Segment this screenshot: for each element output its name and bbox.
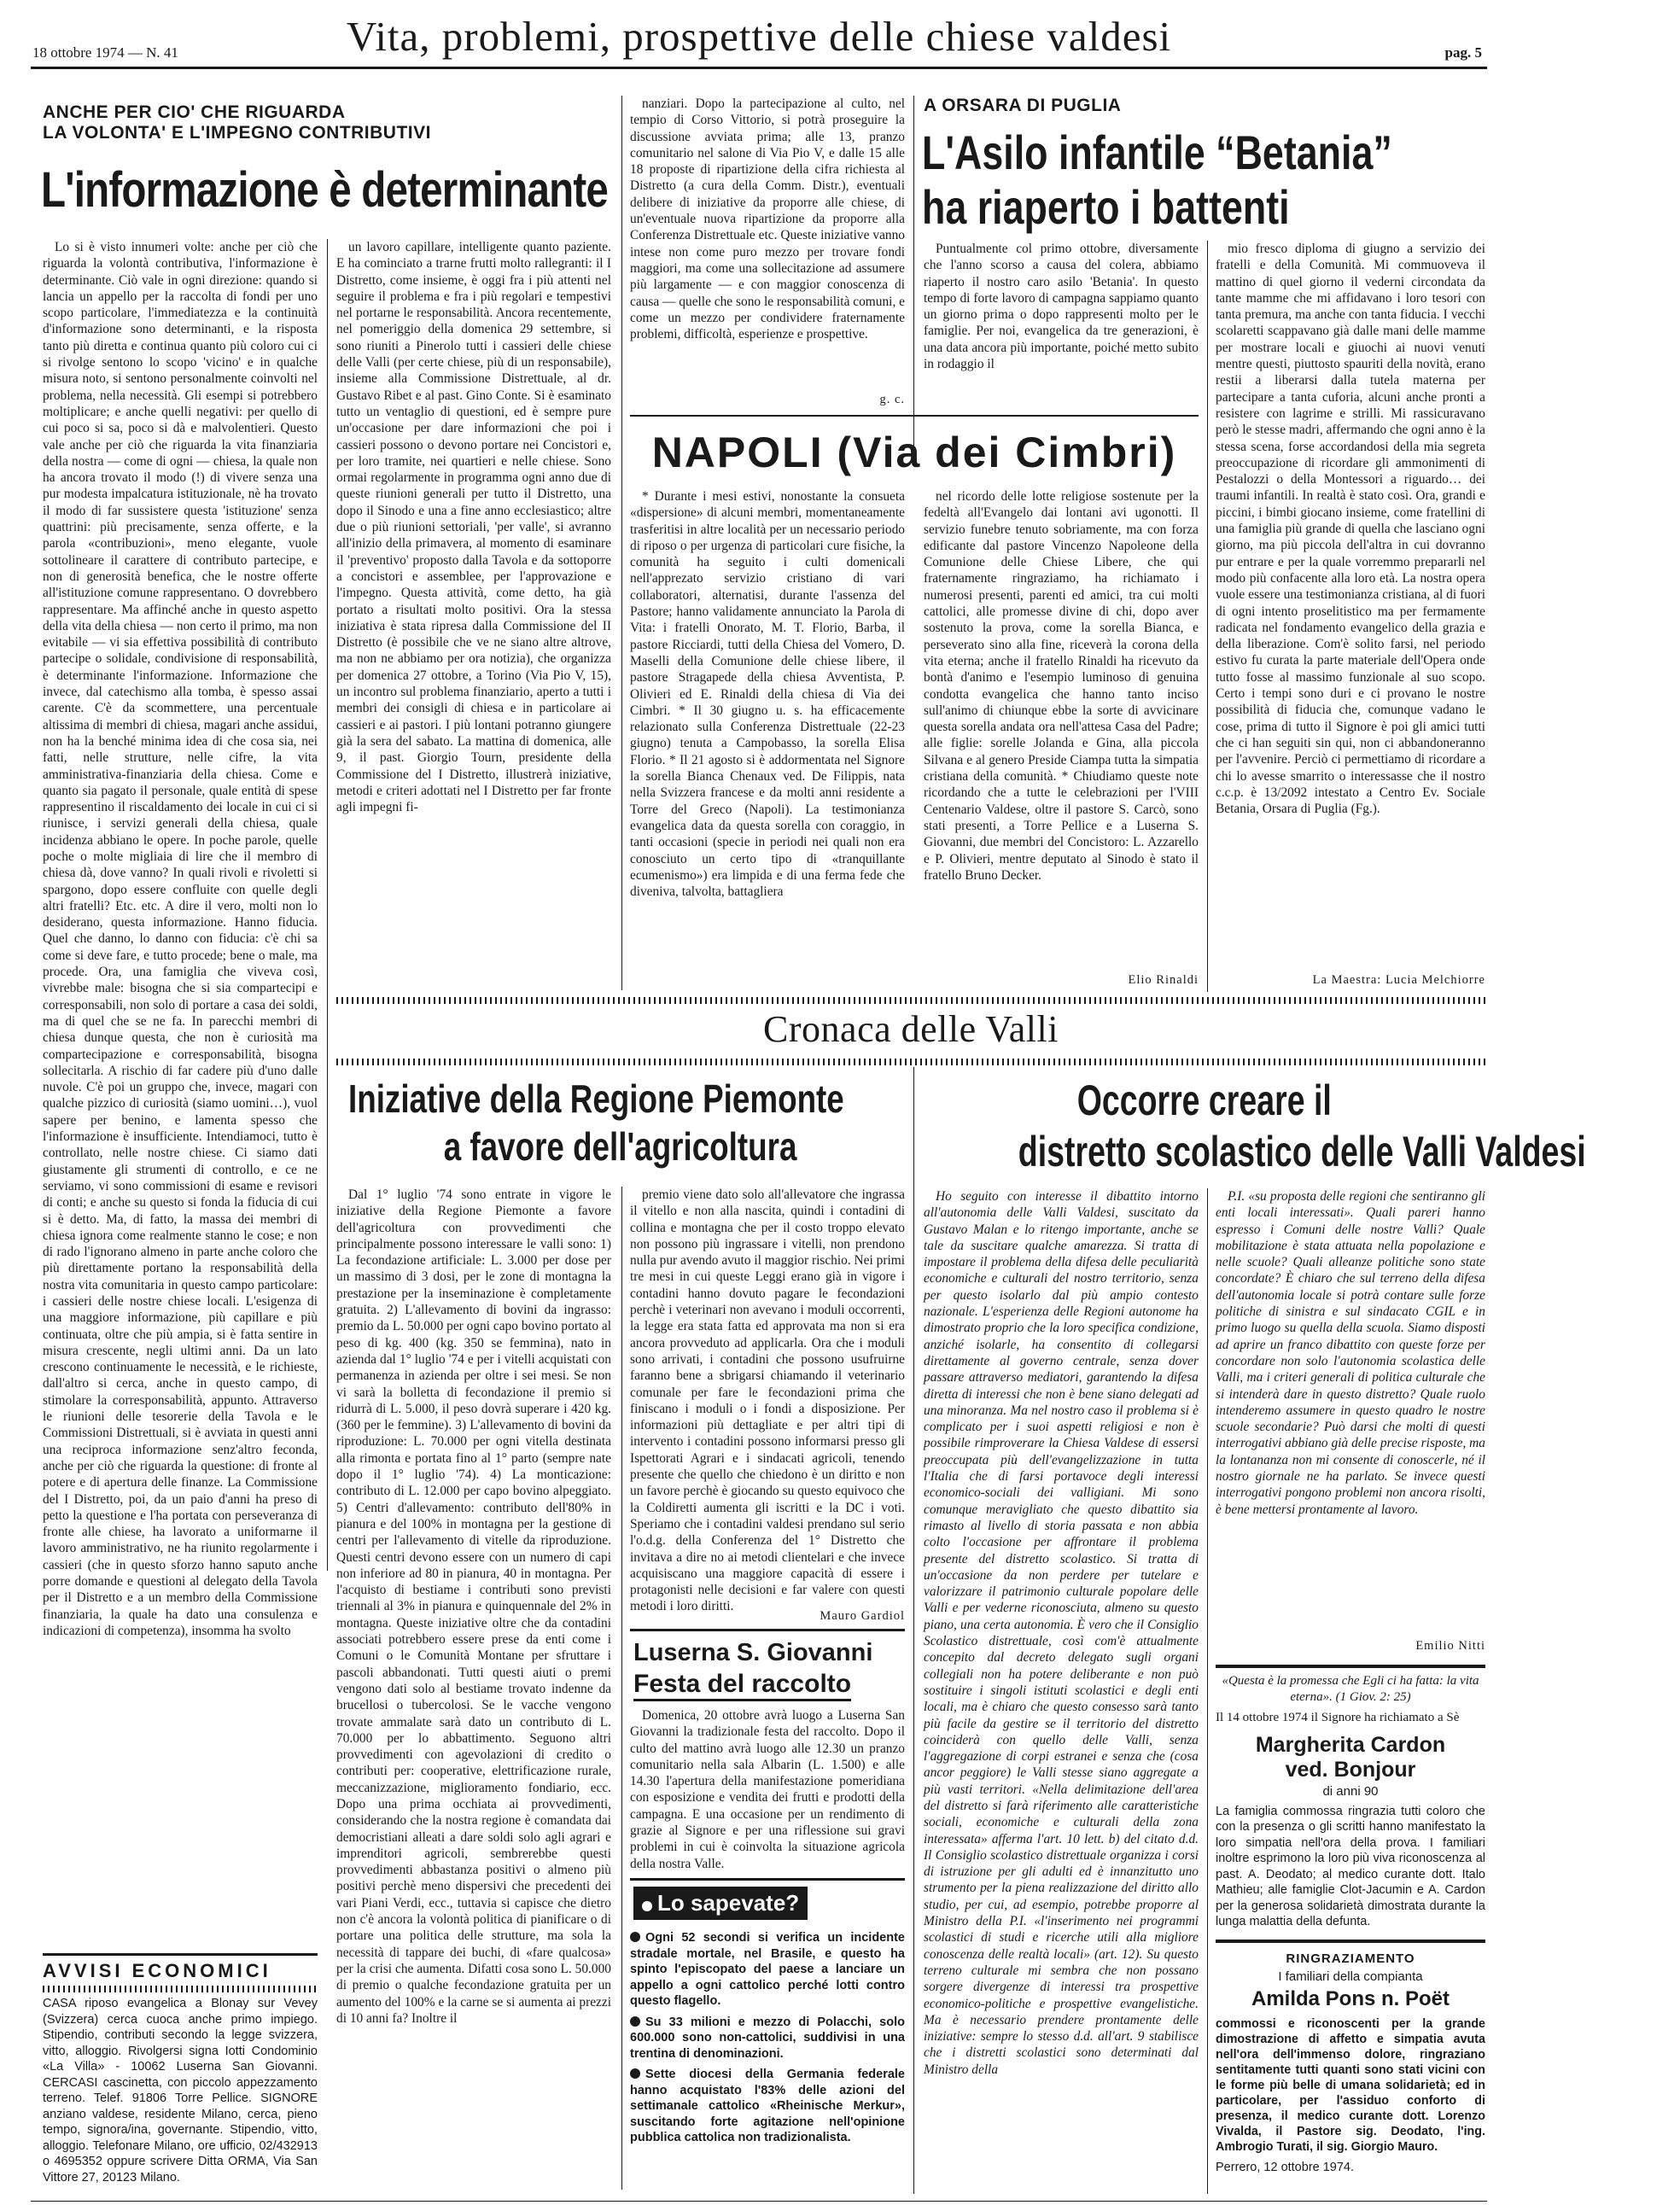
luserna-headline-line1: Luserna S. Giovanni [633,1639,873,1666]
cardon-age: di anni 90 [1322,1783,1379,1799]
orsara-col1-text: Puntualmente col primo ottobre, diversamente che l'anno scorso a causa del colera, abbiamo riaperto il nostro caro asilo 'Betania'. In questo tempo di forte lavoro di campagna sappiamo quanto un giorno prima o dopo rappresenti molto per le famiglie. Per noi, evangelica da tre generazioni, è una data ancora più importante, poiché metto subito in rodaggio il [924,242,1199,372]
art1-col1 [43,239,318,1660]
sapevate-item: Sette diocesi della Germania federale hanno acquistato l'83% delle azioni del settimanale cattolico «Rheinische Merkur», suscitando forte agitazione nell'opinione pubblica cattolica non tradizionalista. [630,2068,905,2144]
bottom-rule [31,2201,1487,2202]
cardon-notice [1216,1673,1485,1930]
orsara-col2-text: mio fresco diploma di giugno a servizio dei fratelli e della Comunità. Mi commuoveva il mattino di quel giorno il vederni circondata da tante mamme che mi affidavano i loro tesori con tanta premura, ma anche con tanta fiducia. I vecchi scolaretti scappavano già dalle mani delle mamme per mostrare locali e giuochi ai nuovi venuti mentre questi, piuttosto spauriti della novità, erano restii a liberarsi dalla tutela materna per partecipare a tanta cuforia, alcuni anche pronti a resistere con lagrime e strilli. Mi rassicuravano però le stesse madri, affermando che ogni anno è la stessa scena, forse accordandosi della mia segreta preoccupazione di ricordare gli ammonimenti di Pestalozzi o della Montessori a riguardo… dei traumi infantili. In realtà è stato così. Ora, grandi e piccini, i bimbi giocano insieme, come fratellini di una famiglia più grande di quella che lasciano ogni giorno, ma più piccola dell'altra in cui dovranno pur entrare e per la quale vorremmo prepararli nel modo più confacente alla loro età. La nostra opera vuole essere una testimonianza cristiana, al di fuori di ogni intento proselitistico ma per fermamente radicata nel fondamento evangelico della grazia e della liberazione. Com'è solito farsi, nel periodo estivo fu curata la parte materiale dell'Opera onde tutto fosse al massimo funzionale al suo scopo. Certo i tempi sono duri e ci provano le nostre possibilità di fiducia che, comunque vadano le cose, prima di tutto il Signore è poi gli amici tutti che ci han seguiti sin qui, non ci abbandoneranno per l'avvenire. Perciò ci permettiamo di ricordare a chi lo avesse smarrito o interessasse che il nostro c.c.p. è 13/2092 intestato a Centro Ev. Sociale Betania, Orsara di Puglia (Fg.). [1216,242,1485,817]
pons-date: Perrero, 12 ottobre 1974. [1216,2161,1355,2174]
luserna-text [630,1707,905,1870]
piemonte-col2-text: premio viene dato solo all'allevatore che ingrassa il vitello e non alla nascita, quindi i contadini di collina e montagna che per il costo troppo elevato non possono più ingrassare i vitelli, non prendono nulla pur avendo avuto il maggior rischio. Nei primi tre mesi in cui queste Leggi erano già in vigore i contadini hanno dovuto pagare le fecondazioni perchè i veterinari non avevano i moduli occorrenti, la legge era stata fatta ed approvata ma non si era ancora provveduto ad applicarla. Ora che i moduli sono arrivati, i contadini che possono usufruirne faranno bene a sbrigarsi chiamando il veterinario comunale per fare le fecondazioni prima che finiscano i moduli o i fondi a disposizione. Per informazioni più dettagliate e per altri tipi di intervento i contadini possono informarsi presso gli Ispettorati Agrari e i sindacati agricoli, tenendo presente che quello che chiedono è un diritto e non un favore perchè è giocando su questo equivoco che la Coldiretti aumenta gli iscritti e la DC i voti. Speriamo che i contadini valdesi prendano sul serio l'o.d.g. della Conferenza del 1° Distretto che invitava a dire no ai metodi clientelari e che invece acquisiscano una maggiore capacità di essere i protagonisti nelle decisioni e far valere con questi metodi i loro diritti. [630,1187,905,1614]
distretto-col1 [924,1188,1199,2194]
orsara-headline-line1: L'Asilo infantile “Betania” [922,125,1392,179]
hatch-rule [336,1059,1485,1065]
page-number: pag. 5 [1444,44,1482,61]
column-rule [1207,1188,1208,2194]
sapevate-item: Ogni 52 secondi si verifica un incidente stradale mortale, nel Brasile, e questo ha spinto l'episcopato del paese a lanciare un appello a ogni cattolico perché lotti contro questo flagello. [630,1931,905,2008]
distretto-signature: Emilio Nitti [1415,1639,1485,1653]
section-rule [43,1953,318,1956]
art1-col3 [630,96,905,394]
distretto-headline-line1: Occorre creare il [1076,1076,1333,1124]
column-rule [621,1187,622,2190]
napoli-headline: NAPOLI (Via dei Cimbri) [651,429,1177,476]
orsara-signature: La Maestra: Lucia Melchiorre [1312,973,1485,987]
orsara-headline-line2: ha riaperto i battenti [922,180,1290,234]
art1-col1-text: Lo si è visto innumeri volte: anche per ciò che riguarda la volontà contributiva, l'informazione è determinante. Ciò vale in ogni direzione: quando si lancia un appello per la raccolta di fondi per uno scopo particolare, l'immediatezza e la continuità d'informazione sono determinanti, e la risposta tanto più diretta e continua quanto più coloro cui ci si rivolge sentono lo scopo 'vicino' e in qualche misura noto, si sentono personalmente coinvolti nel problema, nella necessità. Gli esempi si potrebbero moltiplicare; e anche quelli negativi: per quello di cui poco si sa, poco si dà e malvolentieri. Questo vale anche per ciò che riguarda la vita finanziaria della nostra — come di ogni — chiesa, la quale non ha ancora trovato il modo (!) di vivere senza una pur modesta impalcatura istituzionale, nè ha trovato il modo di far sussistere questa 'istituzione' senza quattrini: più precisamente, senza offerte, e la parola «contribuzioni», meno elegante, vuole sottolineare il carattere di contributo partecipe, e non di generosità benefica, che le nostre offerte all'istituzione comune rappresentano. O dovrebbero rappresentare. Ma affinché anche in questo aspetto della vita della chiesa — non certo il primo, ma non evitabile — vi sia effettiva possibilità di contributo partecipe o solidale, condivisione di responsabilità, è determinante l'informazione. Informazione che invece, dal catechismo alla tomba, è spesso assai carente. C'è da scommettere, una percentuale altissima di membri di chiesa, magari anche assidui, non ha la benché minima idea di che cosa sia, nei fatti, nelle strutture, nelle cifre, la vita amministrativa-finanziaria della chiesa. Come e quanto sia pagato il personale, quale entità di spese rappresentino il riscaldamento dei locale in cui ci si riunisce, i servizi generali della chiesa, quale incidenza abbiano le opere. In poche parole, quelle poche o molte migliaia di lire che il membro di chiesa dà, dove vanno? In quali rivoli e rivoletti si spargono, dopo essere confluite con quelle degli altri fratelli? Etc. etc. A dire il vero, molti non lo desiderano, questa informazione. Hanno fiducia. Quel che danno, lo danno con fiducia: c'è chi sa come si deve fare, e tutto procede; bene o male, ma procede. Ora, una famiglia che viveva così, vivrebbe male: bisogna che si sia compartecipi e corresponsabili, non solo di portare a casa dei soldi, ma di quel che se ne fa. In parecchi membri di chiesa dunque questa, che non è curiosità ma compartecipazione e corresponsabilità, bisogna sollecitarla. A rischio di far cadere più d'uno dalle nuvole. C'è poi un gruppo che, invece, magari con qualche pizzico di curiosità (siamo uomini…), vuol sapere per benino, e lamenta spesso che l'informazione è insufficiente. Intendiamoci, tutto è controllato, nelle nostre chiese. Ci siamo dati giustamente gli strumenti di controllo, e ce ne serviamo, vi sono commissioni di esame e revisori di conti; e anche su questo si fonda la fiducia di cui si è detto. Ma, di fatto, la massa dei membri di chiesa ignora come realmente stanno le cose; e non di rado l'ignorano almeno in parte anche coloro che più direttamente portano la responsabilità della nostra vita comunitaria in questo campo particolare: i cassieri delle nostre chiese locali. L'esigenza di una maggiore informazione, più capillare e più continuata, oltre che più ampia, si è fatta sentire in misura crescente, negli ultimi anni. Da un lato crescono continuamente le necessità, e le richieste, dall'altro si cerca, anche in questo campo, di stimolare la corresponsabilità, appunto. Attraverso le riunioni delle tesorerie della Tavola e le Commissioni Distrettuali, si è avviata in questi anni una reciproca informazione senz'altro feconda, anche per ciò che riguarda la questione: di fronte al potere e di apertura delle finanze. La Commissione del I Distretto, poi, da un paio d'anni ha preso di petto la questione e l'ha portata con perseveranza di fronte alle chiese, ha lavorato a uniformarne il lavoro amministrativo, ne ha riunito regolarmente i cassieri (che in questo sforzo hanno saputo anche porre domande e questioni al delegato della Tavola per il Distretto e a un membro della Commissione finanziaria, la quale ha dato una consulenza e indicazioni di competenza), insomma ha svolto [43,240,318,1638]
column-rule [913,1067,914,2194]
sapevate-item: Su 33 milioni e mezzo di Polacchi, solo 600.000 sono non-cattolici, suddivisi in una trentina di denominazioni. [630,2015,905,2061]
piemonte-headline-line2-wrap [336,1123,905,1170]
section-rule [1216,1940,1485,1943]
section-rule [1216,1665,1485,1668]
issue-date: 18 ottobre 1974 — N. 41 [32,44,178,61]
column-rule [1207,241,1208,992]
art1-headline: L'informazione è determinante [41,162,609,218]
section-rule [630,1878,905,1881]
pons-notice [1216,1951,1485,2176]
art1-kicker [43,102,606,143]
cardon-name-line2: ved. Bonjour [1285,1757,1416,1782]
art1-signature: g. c. [879,393,905,406]
orsara-col2 [1216,241,1485,966]
avvisi-text: CASA riposo evangelica a Blonay sur Vevey (Svizzera) cerca cuoca anche primo impiego. Stipendio, contributi secondo la legge svizzera, vitto, alloggio. Rivolgersi signa Iotti Condominio «La Villa» - 10062 Luserna San Giovanni. CERCASI cascinetta, con piccolo appezzamento terreno. Telef. 91806 Torre Pellice. SIGNORE anziano valdese, residente Milano, cerca, pieno tempo, signora/ina, governante. Stipendio, vitto, alloggio. Telefonare Milano, ore ufficio, 02/432913 o 4695352 oppure scrivere Ditta ORMA, Via San Vittore 27, 20123 Milano. [43,1997,318,2185]
piemonte-signature: Mauro Gardiol [820,1609,905,1623]
cronaca-section-title: Cronaca delle Valli [763,1008,1059,1050]
column-rule [621,96,622,990]
page-title: Vita, problemi, prospettive delle chiese valdesi [346,13,1172,60]
distretto-col2 [1216,1188,1485,1632]
napoli-col1-text: * Durante i mesi estivi, nonostante la consueta «dispersione» di alcuni membri, momentaneamente trasferitisi in altre località per un necessario periodo di riposo o per urgenza di particolari cure fisiche, la comunità ha seguito i culti domenicali nell'apprezato servizio cristiano di vari collaboratori, alternatisi, durante l'assenza del Pastore; hanno validamente annunciato la Parola di Vita: i fratelli Onorato, M. T. Florio, Barba, il pastore Ricciardi, tutti della Chiesa del Vomero, D. Maselli della Comunione delle chiese libere, il pastore Stragapede della chiesa Avventista, P. Olivieri ed E. Rinaldi della chiesa di Via dei Cimbri. * Il 30 giugno u. s. ha efficacemente relazionato sulla Conferenza Distrettuale (22-23 giugno) tenuta a Campobasso, la sorella Elisa Florio. * Il 21 agosto si è addormentata nel Signore la sorella Bianca Chenaux ved. De Filippis, nata nella Svizzera francese e da molti anni residente a Torre del Greco (Napoli). La testimonianza evangelica data da questa sorella con coraggio, in tanti occasioni (specie in periodi nei quali non era conosciuto un certo tipo di «tranquillante ecumenismo») era limpida e di una ferma fede che diveniva, talvolta, battagliera [630,489,905,900]
piemonte-headline-line2: a favore dell'agricoltura [444,1124,797,1169]
art1-col3-text: nanziari. Dopo la partecipazione al culto, nel tempio di Corso Vittorio, si potrà proseguire la discussione avviata prima; alle 13, pranzo comunitario nel salone di Via Pio V, e dalle 15 alle 18 proposte di ripartizione della cifra richiesta al Distretto (a cura della Comm. Distr.), eventuali delibere di iniziative da proporre alle chiese, di un'eventuale nuova ripartizione da proporre alla Conferenza Distrettuale etc. Queste iniziative vanno intese non come puro mezzo per trovare fondi maggiori, ma come una sollecitazione ad assumere più largamente — e con maggior conoscenza di causa — quelle che sono le responsabilità comuni, e come un mezzo per condividere fraternamente problemi, difficoltà, esperienze e prospettive. [630,96,905,342]
napoli-col2 [924,488,1199,962]
pons-name: Amilda Pons n. Poët [1251,1987,1450,2010]
distretto-headline-line2-wrap [924,1127,1586,1176]
distretto-headline-line1-wrap [924,1076,1485,1125]
bullet-icon [630,1932,640,1942]
art1-kicker-line2: LA VOLONTA' E L'IMPEGNO CONTRIBUTIVI [43,123,431,143]
pons-heading: RINGRAZIAMENTO [1286,1951,1415,1966]
distretto-col1-text: Ho seguito con interesse il dibattito intorno all'autonomia delle Valli Valdesi, suscitato da Gustavo Malan e lo ritengo importante, anche se tale da suscitare qualche amarezza. Si tratta di impostare il problema della difesa delle peculiarità economiche e culturali del nostro territorio, senza per questo isolarlo dal più ampio contesto nazionale. L'esperienza delle Regioni autonome ha dimostrato proprio che la loro specifica condizione, anziché isolarle, ha consentito di collegarsi direttamente al governo centrale, senza dover passare attraverso mediatori, garantendo la difesa diretta di interessi che non è bene siano delegati ad una minoranza. Ma nel nostro caso il problema si è complicato per i suoi aspetti religiosi e non è possibile rimproverare la Chiesa Valdese di essersi preoccupata più dell'evangelizzazione in tutta l'Italia che di farsi portavoce degli interessi economico-sociali dei valligiani. Mi sono comunque meravigliato che questo dibattito sia rimasto al livello di storia passata e non abbia colto l'occasione per affrontare il problema presente del distretto scolastico. Si tratta di un'occasione da non perdere per tutelare e valorizzare il patrimonio culturale popolare delle Valli e per vederne riconosciuta, almeno su questo piano, una certa autonomia. È vero che il Consiglio Scolastico distrettuale, così com'è attualmente concepito dal decreto delegato sugli organi collegiali non ha potere deliberante e non può sostituire i singoli istituti scolastici e degli enti locali, ma è chiaro che questo consesso sarà tanto più facile da gestire se il territorio del distretto coinciderà con quello delle Valli, senza l'aggregazione di corpi estranei e senza che (cosa ancor peggiore) le Valli stesse siano aggregate a più vasti territori. «Nella delimitazione dell'area del distretto si farà riferimento alle caratteristiche sociali, economiche e culturali della zona interessata» afferma l'art. 10 lett. b) del citato d.d. Il Consiglio scolastico distrettuale organizza i corsi di istruzione per gli adulti ed è innanzitutto uno strumento per la piena realizzazione del diritto allo studio, per cui, ad esempio, potrebbe proporre al Ministro della P.I. «l'inserimento nei programmi scolastici di studi e ricerche utili alla migliore conoscenza delle realtà locali» (art. 12). Su questo terreno culturale mi sembra che non possano sorgere divergenze di interessi tra prospettive economico-politiche e prospettive evangelistiche. Ma è necessario prendere prontamente delle iniziative: sempre lo stesso d.d. all'art. 9 stabilisce che i distretti scolastici sono determinati dal Ministro della [924,1189,1199,2077]
piemonte-headline-line1: Iniziative della Regione Piemonte [348,1076,844,1121]
bullet-icon [630,2068,640,2079]
cardon-intro: Il 14 ottobre 1974 il Signore ha richiamato a Sè [1216,1710,1460,1724]
napoli-col2-text: nel ricordo delle lotte religiose sostenute per la fedeltà all'Evangelo dai lontani avi ugonotti. Il servizio funebre tenuto sobriamente, ma con forza edificante dal pastore Vincenzo Napoleone della Comunione delle Chiese Libere, che qui fraternamente ringraziamo, ha richiamato i numerosi presenti, parenti ed amici, tra cui molti cattolici, alle promesse divine di chi, dopo aver sostenuto la prova, come la sorella Bianca, e perseverato sino alla fine, riceverà la corona della vita eterna; anche il fratello Rinaldi ha ricevuto da bontà d'animo e l'esempio luminoso di genuina condotta evangelica che hanno tanto inciso sull'animo di chiunque ebbe la sorte di avvicinare questa sorella andata ora nell'attesa Casa del Padre; alle figlie: sorelle Jolanda e Gina, alla piccola Silvana e al genero Preside Ciampa tutta la simpatia cristiana della comunità. * Chiudiamo queste note ricordando che a tutte le celebrazioni per l'VIII Centenario Valdese, oltre il pastore S. Carcò, sono stati presenti, a Torre Pellice e a Luserna S. Giovanni, due membri del Concistoro: L. Azzarello e P. Olivieri, mentre deputato al Sinodo è stato il fratello Bruno Decker. [924,489,1199,883]
piemonte-col1-text: Dal 1° luglio '74 sono entrate in vigore le iniziative della Regione Piemonte a favore dell'agricoltura con provvedimenti che principalmente possono interessare le valli sono: 1) La fecondazione artificiale: L. 3.000 per dose per un massimo di 3 dosi, per le zone di montagna la prestazione per la inseminazione è completamente gratuita. 2) L'allevamento di bovini da ingrasso: premio da L. 50.000 per ogni capo bovino portato al peso di kg. 400 (kg. 350 se femmina), nato in azienda dal 1° luglio '74 e per i vitelli acquistati con permanenza in azienda per oltre i sei mesi. Se non vi sarà la bolletta di fecondazione il premio si ridurrà di L. 5.000, il peso dovrà superare i 420 kg. (360 per le femmine). 3) L'allevamento di bovini da riproduzione: L. 70.000 per ogni vitella destinata alla rimonta e portata fino al 1° parto (sempre nate dopo il 1° luglio '74). 4) La monticazione: contributo di L. 12.000 per capo bovino alpeggiato. 5) Centri d'allevamento: contributo dell'80% in pianura e del 100% in montagna per la gestione di centri per l'allevamento di vitelle da riproduzione. Questi centri devono essere con un numero di capi non inferiore ad 80 in pianura, 40 in montagna. Per l'acquisto di bestiame i contributi sono previsti triennali al 3% in pianura e quinquennale del 2% in montagna. Queste iniziative oltre che da contadini associati potrebbero essere prese da enti come i Comuni o le Comunità Montane per sfruttare i pascoli abbandonati. Tutti questi aiuti o premi vengono dati solo al bestiame trovato indenne da brucellosi o tubercolosi. Se le vacche vengono trovate ammalate sarà dato un contributo di L. 70.000 per lo abbattimento. Seguono altri provvedimenti con agevolazioni di credito o contributi per: cooperative, elettrificazione rurale, meccanizzazione, miglioramento fondiario, ecc. Dopo una prima occhiata ai provvedimenti, considerando che la nostra regione è comandata dai democristiani alleati a dare soldi solo agli agrari e imprenditori agricoli, sembrerebbe questi provvedimenti abbastanza positivi o almeno più positivi perchè meno dispersivi che precedenti dei vari Piani Verdi, ecc., tuttavia si capisce che dietro non c'è ancora la volontà politica di pianificare o di portare una politica delle strutture, ma sola la necessità di tappare dei buchi, di «fare qualcosa» per la crisi che aumenta. Difatti cosa sono L. 50.000 di premio o qualche fecondazione gratuita per un aumento del 100% e la carne se si aumenta ai prezzi di 10 anni fa? Inoltre il [336,1187,611,2026]
napoli-col1 [630,488,905,983]
sapevate-box [630,1887,905,2146]
distretto-col2-text: P.I. «su proposta delle regioni che sentiranno gli enti locali interessati». Quali pareri hanno espresso i Comuni delle nostre Valli? Quale mobilitazione è stata attuata nella popolazione e nelle scuole? Quali alleanze politiche sono state concordate? È chiaro che sul terreno della difesa dell'autonomia locale si potrà contare sulle forze politiche di sinistra e sul sindacato CGIL e in primo luogo su quella della scuola. Siamo disposti ad aprire un franco dibattito con queste forze per concordare non solo l'autonomia scolastica delle Valli, ma i criteri generali di politica culturale che si intenderà dare in questo distretto? Quale ruolo intenderemo assumere in questo quadro le nostre scuole secondarie? Può darsi che molti di questi interrogativi abbiano già delle precise risposte, ma la lontananza non mi consente di conoscerle, né il nostro giornale ne ha parlato. Se invece questi interrogativi pongono problemi non ancora risolti, è bene mettersi prontamente al lavoro. [1216,1189,1485,1517]
napoli-signature: Elio Rinaldi [1128,973,1199,987]
hatch-rule [336,997,1485,1004]
hatch-rule [43,1986,318,1992]
pons-text: commossi e riconoscenti per la grande dimostrazione di affetto e simpatia avuta nell'ora dell'immenso dolore, ringraziano sentitamente tutti quanti sono stati vicini con le forme più belle di umana solidarietà; ed in particolare, per l'assiduo conforto di presenza, il medico curante dott. Lorenzo Vivalda, il Pastore sig. Deodato, l'ing. Ambrogio Turati, il sig. Giorgio Mauro. [1216,2017,1485,2154]
luserna-text-body: Domenica, 20 ottobre avrà luogo a Luserna San Giovanni la tradizionale festa del raccolto. Dopo il culto del mattino avrà luogo alle 12.30 un pranzo comunitario nella sala Albarin (L. 1.500) e alle 14.30 l'apertura della manifestazione pomeridiana con esposizione e vendita dei frutti e prodotti della campagna. E una occasione per un rendimento di grazie al Signore e per una riflessione sui gravi problemi in cui è coinvolta la situazione agricola della nostra Valle. [630,1708,905,1871]
piemonte-col2 [630,1187,905,1614]
piemonte-col1 [336,1187,611,2194]
column-rule [327,239,328,1571]
avvisi-title: AVVISI ECONOMICI [43,1960,271,1981]
luserna-headline-line2: Festa del raccolto [633,1670,851,1701]
art1-col2-text: un lavoro capillare, intelligente quanto paziente. E ha cominciato a trarne frutti molto rallegranti: il I Distretto, come insieme, è oggi fra i più attenti nel seguire il problema e fra i più regolari e tempestivi nel portarne le responsabilità. Ancora recentemente, nel pomeriggio della domenica 29 settembre, si sono riuniti a Pinerolo tutti i cassieri delle chiese delle Valli (per certe chiese, più di un responsabile), insieme alla Commissione Distrettuale, al dr. Gustavo Ribet e al past. Gino Conte. Si è esaminato tutto un ventaglio di questioni, ed è sempre pure un'occasione per dare informazioni che poi i cassieri possono o devono portare nei Concistori e, per loro tramite, nei quartieri e nelle chiese. Sono ormai regolarmente in programma ogni anno due di queste riunioni generali per tutto il Distretto, una dopo il Sinodo e una a fine anno ecclesiastico; altre due o più riunioni settoriali, 'per valle', si avranno all'inizio della primavera, al momento di esaminare il 'preventivo' proposto dalla Tavola e da sottoporre a concistori e assemblee, per l'approvazione e l'impegno. Questa attività, come detto, ha già portato a risultati molto positivi. Ora la stessa iniziativa è stata ripresa dalla Commissione del II Distretto (è possibile che ve ne siano altre altrove, ma non ne abbiamo per ora notizia), che organizza per domenica 27 ottobre, a Torino (Via Pio V, 15), un incontro sul problema finanziario, aperto a tutti i membri dei consigli di chiesa e in particolare ai cassieri e ai pastori. I più lontani potranno giungere già la sera del sabato. La mattina di domenica, alle 9, il past. Giorgio Tourn, presidente della Commissione del I Distretto, illustrerà iniziative, metodi e criteri adottati nel I Distretto per far fronte agli impegni fi- [336,240,611,815]
cardon-name-line1: Margherita Cardon [1255,1732,1446,1757]
sapevate-headline: Lo sapevate? [633,1887,808,1920]
orsara-kicker: A ORSARA DI PUGLIA [924,96,1122,115]
art1-kicker-line1: ANCHE PER CIO' CHE RIGUARDA [43,102,346,122]
bullet-icon [642,1901,652,1911]
cardon-text: La famiglia commossa ringrazia tutti coloro che con la presenza o gli scritti hanno manifestato la loro simpatia nell'ora della prova. I familiari inoltre esprimono la loro più viva riconoscenza al past. A. Deodato; al medico curante dott. Italo Mathieu; alle famiglie Clot-Jacumin e A. Cardon per la generosa solidarietà dimostrata durante la lunga malattia della defunta. [1216,1804,1485,1929]
masthead-rule [31,67,1487,69]
section-rule [630,415,1199,417]
column-rule [913,96,914,463]
cardon-verse: «Questa è la promessa che Egli ci ha fatta: la vita eterna». (1 Giov. 2: 25) [1222,1674,1479,1705]
pons-intro: I familiari della compianta [1278,1969,1423,1984]
section-rule [630,1629,905,1631]
bullet-icon [630,2016,640,2027]
orsara-col1 [924,241,1199,382]
distretto-headline-line2: distretto scolastico delle Valli Valdesi [1018,1128,1586,1175]
